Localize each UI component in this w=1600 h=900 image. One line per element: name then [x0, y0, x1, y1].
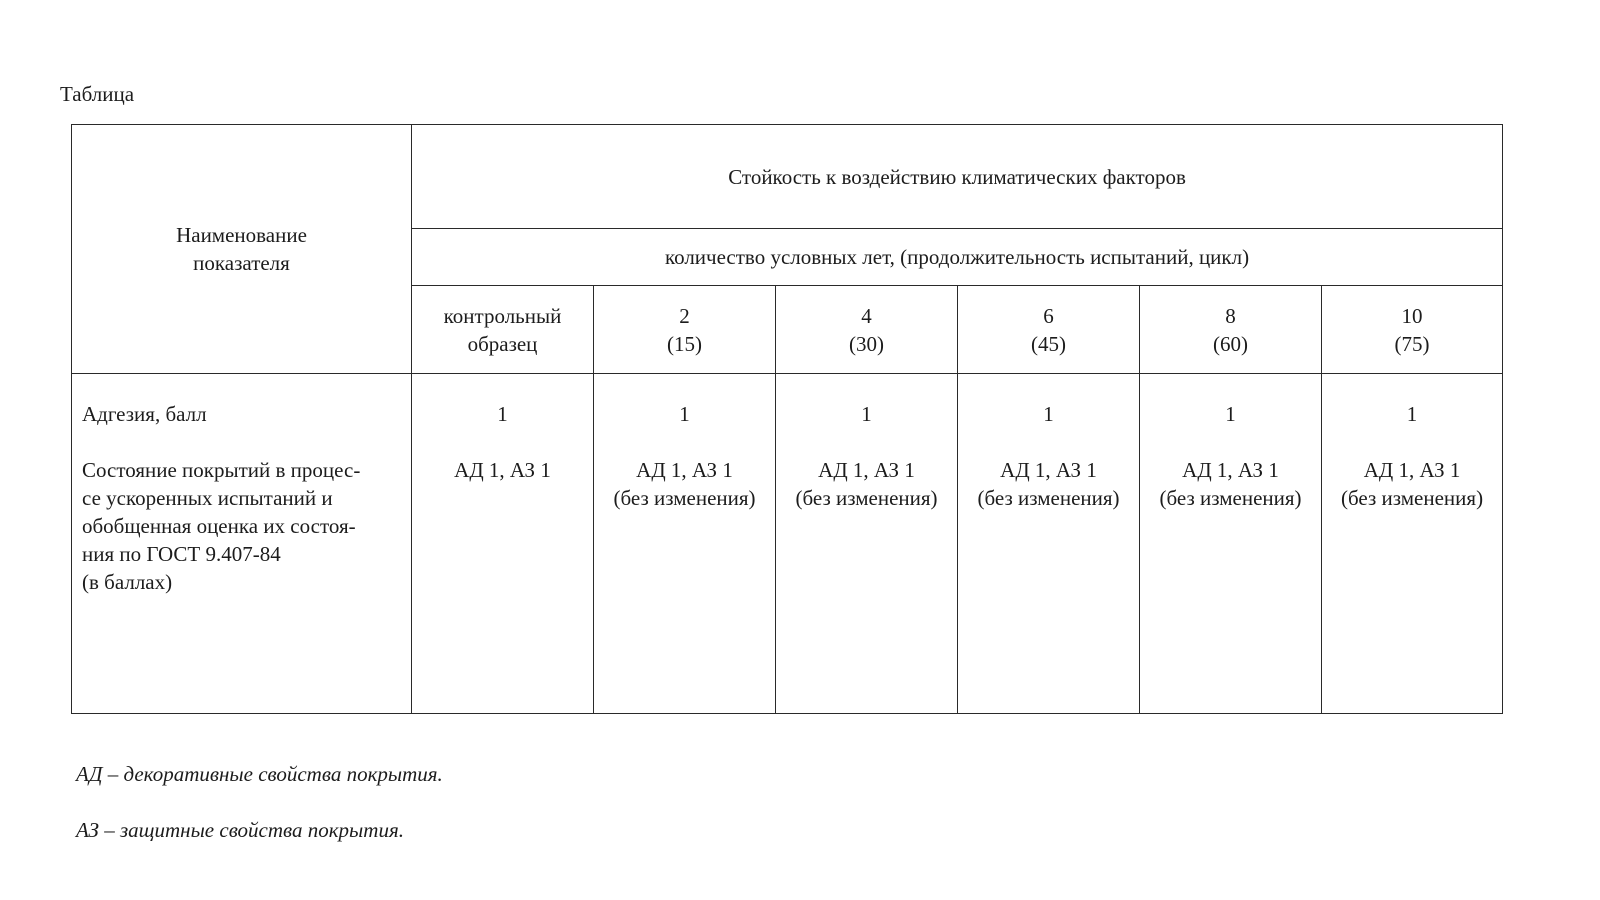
- column-header: 10 (75): [1322, 286, 1503, 374]
- column-header: 6 (45): [958, 286, 1140, 374]
- adhesion-value: 1: [1225, 402, 1236, 426]
- state-value: АД 1, АЗ 1: [454, 458, 551, 482]
- state-value-note: (без изменения): [613, 486, 756, 510]
- adhesion-value: 1: [679, 402, 690, 426]
- table-cell: [1140, 374, 1322, 714]
- state-value: АД 1, АЗ 1: [1182, 458, 1279, 482]
- coating-state-label: ния по ГОСТ 9.407-84: [82, 542, 281, 566]
- table-cell: [776, 374, 958, 714]
- coating-state-label: (в баллах): [82, 570, 173, 594]
- adhesion-value: 1: [1406, 402, 1418, 426]
- state-value: АД 1, АЗ 1: [1363, 458, 1461, 482]
- climate-resistance-header: Стойкость к воздействию климатических факторов: [412, 125, 1503, 229]
- column-header: 8 (60): [1140, 286, 1322, 374]
- table-cell: [412, 374, 594, 714]
- coating-state-label: се ускоренных испытаний и: [82, 486, 333, 510]
- state-value-note: (без изменения): [795, 486, 938, 510]
- state-value-note: (без изменения): [977, 486, 1120, 510]
- footnote-protective: АЗ – защитные свойства покрытия.: [76, 818, 404, 842]
- state-value-note: (без изменения): [1341, 486, 1484, 510]
- adhesion-label: Адгезия, балл: [82, 402, 207, 426]
- footnote-decorative: АД – декоративные свойства покрытия.: [76, 762, 443, 786]
- table-cell: [1322, 374, 1503, 714]
- table-caption: Таблица: [60, 82, 135, 106]
- adhesion-value: 1: [1043, 402, 1054, 426]
- state-value: АД 1, АЗ 1: [1000, 458, 1097, 482]
- column-header: контрольный образец: [412, 286, 594, 374]
- column-header: 2 (15): [594, 286, 776, 374]
- state-value: АД 1, АЗ 1: [636, 458, 733, 482]
- climate-resistance-table: [71, 124, 1503, 714]
- conditional-years-header: количество условных лет, (продолжительность испытаний, цикл): [412, 229, 1503, 286]
- adhesion-value: 1: [861, 402, 872, 426]
- indicator-labels-cell: [72, 374, 412, 714]
- table-cell: [594, 374, 776, 714]
- adhesion-value: 1: [497, 402, 508, 426]
- coating-state-label: Состояние покрытий в процес-: [82, 458, 361, 482]
- indicator-name-header: Наименование показателя: [72, 125, 412, 374]
- coating-state-label: обобщенная оценка их состоя-: [82, 514, 356, 538]
- column-header: 4 (30): [776, 286, 958, 374]
- state-value-note: (без изменения): [1159, 486, 1302, 510]
- state-value: АД 1, АЗ 1: [818, 458, 915, 482]
- table-cell: [958, 374, 1140, 714]
